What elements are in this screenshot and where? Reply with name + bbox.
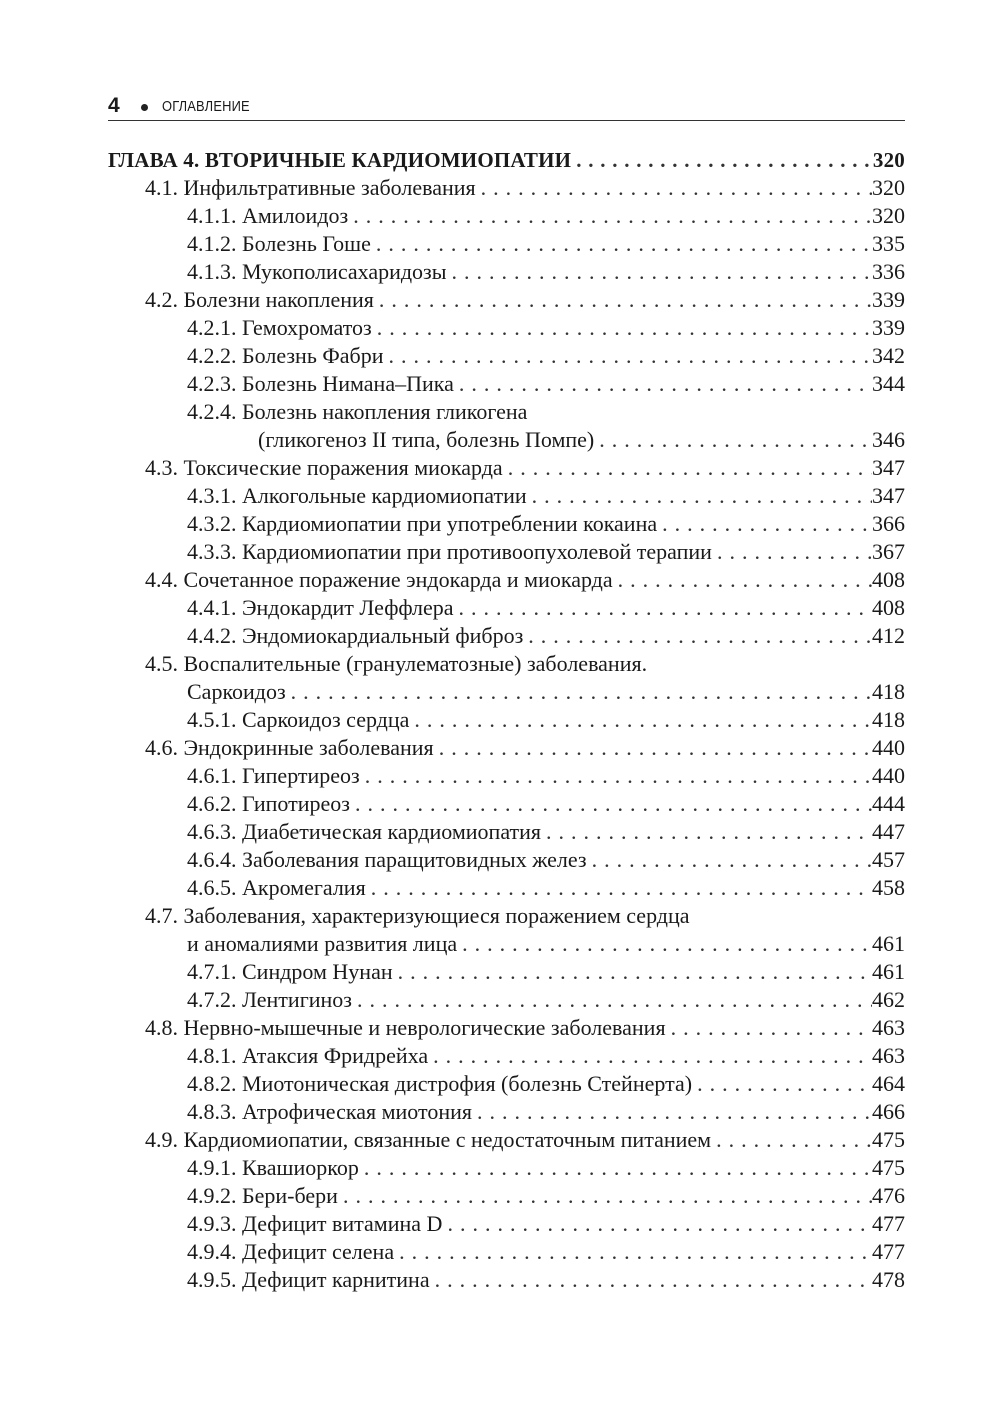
dot-leader — [541, 818, 872, 846]
dot-leader — [613, 566, 872, 594]
toc-entry-label: 4.9.2. Бери-бери — [187, 1183, 338, 1208]
toc-entry-label: 4.4. Сочетанное поражение эндокарда и миокарда — [145, 567, 613, 592]
toc-entry[interactable] — [108, 258, 905, 286]
dot-leader — [442, 1210, 872, 1238]
toc-entry-page: 335 — [872, 231, 905, 256]
dot-leader — [428, 1042, 872, 1070]
toc-entry[interactable] — [108, 1014, 905, 1042]
toc-entry-label: 4.6. Эндокринные заболевания — [145, 735, 434, 760]
toc-entry[interactable] — [108, 230, 905, 258]
toc-entry-label: и аномалиями развития лица — [187, 931, 458, 956]
dot-leader — [383, 342, 872, 370]
dot-leader — [338, 1182, 872, 1210]
dot-leader — [472, 1098, 872, 1126]
page-header — [108, 92, 905, 121]
toc-entry-page: 412 — [872, 623, 905, 648]
toc-entry-label: 4.6.4. Заболевания паращитовидных желез — [187, 847, 587, 872]
toc-entry[interactable] — [108, 846, 905, 874]
toc-entry-label: 4.9. Кардиомиопатии, связанные с недостаточным питанием — [145, 1127, 712, 1152]
toc-entry-page: 463 — [872, 1015, 905, 1040]
dot-leader — [352, 986, 872, 1014]
toc-entry-page: 418 — [872, 707, 905, 732]
toc-entry-label: ГЛАВА 4. ВТОРИЧНЫЕ КАРДИОМИОПАТИИ — [108, 148, 572, 172]
toc-entry-label: 4.2.3. Болезнь Нимана–Пика — [187, 371, 454, 396]
toc-entry[interactable] — [108, 398, 905, 426]
toc-entry[interactable] — [108, 1154, 905, 1182]
toc-entry[interactable] — [108, 650, 905, 678]
toc-entry[interactable] — [108, 510, 905, 538]
toc-entry-page: 457 — [872, 847, 905, 872]
toc-entry[interactable] — [108, 1070, 905, 1098]
dot-leader — [712, 538, 872, 566]
toc-entry-label: 4.5. Воспалительные (гранулематозные) заболевания. — [145, 651, 648, 676]
toc-entry[interactable] — [108, 538, 905, 566]
toc-entry-label: 4.7.1. Синдром Нунан — [187, 959, 393, 984]
toc-entry[interactable] — [108, 734, 905, 762]
toc-entry-label: (гликогеноз II типа, болезнь Помпе) — [258, 427, 595, 452]
toc-entry-page: 346 — [872, 427, 905, 452]
dot-leader — [594, 426, 872, 454]
toc-entry-label: 4.8. Нервно-мышечные и неврологические заболевания — [145, 1015, 666, 1040]
toc-entry-label: 4.2. Болезни накопления — [145, 287, 374, 312]
toc-entry-label: 4.2.2. Болезнь Фабри — [187, 343, 384, 368]
toc-entry-page: 477 — [872, 1239, 905, 1264]
toc-entry-page: 478 — [872, 1267, 905, 1292]
toc-entry[interactable] — [108, 342, 905, 370]
toc-entry-label: 4.1. Инфильтративные заболевания — [145, 175, 476, 200]
toc-entry-page: 463 — [872, 1043, 905, 1068]
toc-entry[interactable] — [108, 174, 905, 202]
dot-leader — [371, 230, 872, 258]
toc-entry-label: 4.6.5. Акромегалия — [187, 875, 366, 900]
dot-leader — [447, 258, 872, 286]
toc-entry-page: 464 — [872, 1071, 905, 1096]
toc-entry-label: 4.4.1. Эндокардит Леффлера — [187, 595, 454, 620]
toc-entry[interactable] — [108, 958, 905, 986]
dot-leader — [571, 146, 873, 174]
dot-leader — [457, 930, 872, 958]
toc-entry[interactable] — [108, 1126, 905, 1154]
dot-leader — [348, 202, 872, 230]
toc-entry[interactable] — [108, 1266, 905, 1294]
toc-entry-page: 367 — [872, 539, 905, 564]
page-number: 4 — [108, 94, 120, 117]
toc-entry-page: 336 — [872, 259, 905, 284]
toc-entry-page: 475 — [872, 1127, 905, 1152]
dot-leader — [476, 174, 872, 202]
toc-entry-page: 366 — [872, 511, 905, 536]
toc-entry-label: 4.8.2. Миотоническая дистрофия (болезнь Стейнерта) — [187, 1071, 693, 1096]
toc-entry[interactable] — [108, 902, 905, 930]
dot-leader — [366, 874, 872, 902]
toc-entry[interactable] — [108, 986, 905, 1014]
dot-leader — [711, 1126, 872, 1154]
dot-leader — [527, 482, 872, 510]
toc-entry-label: 4.1.1. Амилоидоз — [187, 203, 349, 228]
toc-entry[interactable] — [108, 482, 905, 510]
dot-leader — [360, 762, 872, 790]
dot-leader — [454, 594, 872, 622]
table-of-contents — [108, 146, 905, 1294]
toc-entry-page: 339 — [872, 315, 905, 340]
toc-entry-label: 4.7.2. Лентигиноз — [187, 987, 352, 1012]
toc-entry[interactable] — [108, 790, 905, 818]
toc-entry-label: 4.1.3. Мукополисахаридозы — [187, 259, 447, 284]
toc-entry-label: 4.2.4. Болезнь накопления гликогена — [187, 399, 528, 424]
toc-entry[interactable] — [108, 370, 905, 398]
toc-entry-page: 342 — [872, 343, 905, 368]
toc-entry-page: 462 — [872, 987, 905, 1012]
toc-entry-page: 447 — [872, 819, 905, 844]
toc-entry-page: 458 — [872, 875, 905, 900]
toc-entry[interactable] — [108, 454, 905, 482]
dot-leader — [409, 706, 872, 734]
dot-leader — [434, 734, 872, 762]
toc-entry-label: 4.8.1. Атаксия Фридрейха — [187, 1043, 429, 1068]
toc-entry-page: 408 — [872, 567, 905, 592]
toc-entry-page: 408 — [872, 595, 905, 620]
dot-leader — [587, 846, 872, 874]
running-title: ОГЛАВЛЕНИЕ — [161, 98, 250, 115]
toc-entry[interactable] — [108, 930, 905, 958]
toc-entry-page: 444 — [872, 791, 905, 816]
dot-leader — [692, 1070, 872, 1098]
toc-entry-page: 347 — [872, 483, 905, 508]
toc-entry[interactable] — [108, 874, 905, 902]
toc-entry-page: 440 — [872, 763, 905, 788]
toc-entry-page: 476 — [872, 1183, 905, 1208]
toc-entry[interactable] — [108, 594, 905, 622]
toc-entry-page: 440 — [872, 735, 905, 760]
dot-leader — [430, 1266, 872, 1294]
dot-leader — [523, 622, 872, 650]
toc-entry-label: 4.9.1. Квашиоркор — [187, 1155, 359, 1180]
toc-entry-page: 466 — [872, 1099, 905, 1124]
toc-entry[interactable] — [108, 1210, 905, 1238]
toc-entry[interactable] — [108, 1238, 905, 1266]
toc-entry-label: 4.6.1. Гипертиреоз — [187, 763, 360, 788]
toc-entry[interactable] — [108, 566, 905, 594]
toc-entry-label: 4.4.2. Эндомиокардиальный фиброз — [187, 623, 524, 648]
toc-entry-label: 4.3.2. Кардиомиопатии при употреблении кокаина — [187, 511, 658, 536]
toc-entry-label: 4.6.3. Диабетическая кардиомиопатия — [187, 819, 542, 844]
toc-entry-page: 418 — [872, 679, 905, 704]
toc-entry[interactable] — [108, 1182, 905, 1210]
toc-entry[interactable] — [108, 622, 905, 650]
toc-entry[interactable] — [108, 678, 905, 706]
toc-entry[interactable] — [108, 286, 905, 314]
dot-leader — [393, 958, 872, 986]
toc-entry[interactable] — [108, 1042, 905, 1070]
toc-entry-label: 4.1.2. Болезнь Гоше — [187, 231, 371, 256]
toc-entry-label: 4.2.1. Гемохроматоз — [187, 315, 372, 340]
dot-leader — [657, 510, 872, 538]
toc-entry[interactable] — [108, 426, 905, 454]
dot-leader — [359, 1154, 872, 1182]
toc-entry-page: 339 — [872, 287, 905, 312]
toc-entry-page: 320 — [872, 175, 905, 200]
toc-entry-label: 4.6.2. Гипотиреоз — [187, 791, 350, 816]
toc-entry-page: 347 — [872, 455, 905, 480]
toc-entry-label: 4.7. Заболевания, характеризующиеся поражением сердца — [145, 903, 690, 928]
dot-leader — [286, 678, 872, 706]
toc-entry-page: 475 — [872, 1155, 905, 1180]
toc-entry-page: 344 — [872, 371, 905, 396]
toc-entry-page: 461 — [872, 959, 905, 984]
dot-leader — [503, 454, 872, 482]
toc-entry[interactable] — [108, 202, 905, 230]
dot-leader — [666, 1014, 872, 1042]
toc-entry-label: 4.5.1. Саркоидоз сердца — [187, 707, 410, 732]
dot-leader — [372, 314, 872, 342]
toc-chapter-entry[interactable] — [108, 146, 905, 174]
toc-entry-page: 477 — [872, 1211, 905, 1236]
toc-entry[interactable] — [108, 762, 905, 790]
toc-entry-page: 320 — [872, 148, 905, 172]
toc-entry-label: 4.3.3. Кардиомиопатии при противоопухолевой терапии — [187, 539, 712, 564]
dot-leader — [350, 790, 872, 818]
toc-entry-page: 320 — [872, 203, 905, 228]
toc-entry-label: Саркоидоз — [187, 679, 286, 704]
dot-leader — [394, 1238, 872, 1266]
dot-leader — [454, 370, 872, 398]
toc-entry[interactable] — [108, 314, 905, 342]
toc-entry-page: 461 — [872, 931, 905, 956]
toc-entry-label: 4.9.5. Дефицит карнитина — [187, 1267, 430, 1292]
toc-entry[interactable] — [108, 706, 905, 734]
dot-leader — [374, 286, 872, 314]
toc-entry[interactable] — [108, 818, 905, 846]
toc-entry-label: 4.9.4. Дефицит селена — [187, 1239, 395, 1264]
toc-entry-label: 4.8.3. Атрофическая миотония — [187, 1099, 472, 1124]
bullet-icon — [141, 104, 148, 111]
toc-entry-label: 4.3. Токсические поражения миокарда — [145, 455, 503, 480]
toc-entry-label: 4.3.1. Алкогольные кардиомиопатии — [187, 483, 527, 508]
toc-entry[interactable] — [108, 1098, 905, 1126]
toc-entry-label: 4.9.3. Дефицит витамина D — [187, 1211, 443, 1236]
